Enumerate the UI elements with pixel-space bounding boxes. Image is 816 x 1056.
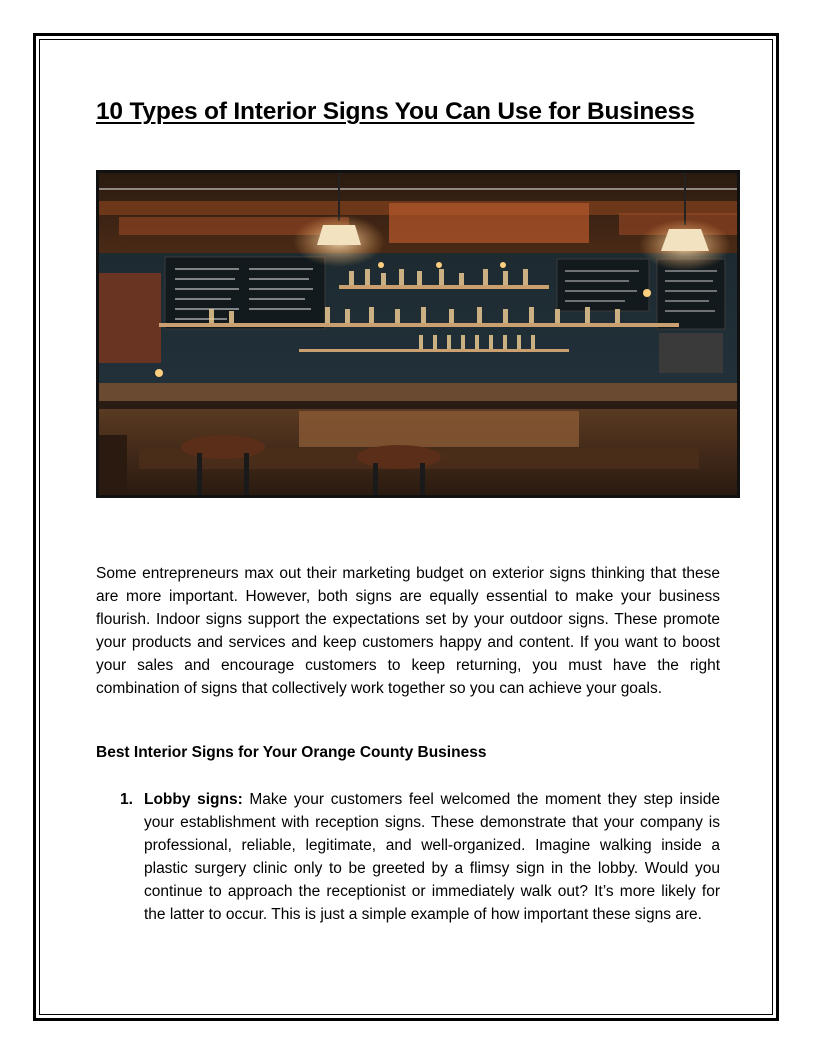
section-heading: Best Interior Signs for Your Orange County Business <box>96 744 487 761</box>
list-item-number: 1. <box>120 791 133 808</box>
shelf-middle <box>159 323 679 327</box>
pendant-lamp-right <box>661 229 709 251</box>
brick-wall <box>99 273 161 363</box>
list-item <box>96 788 720 926</box>
shelf-lower <box>299 349 569 352</box>
document-title: 10 Types of Interior Signs You Can Use for Business <box>96 98 695 125</box>
menu-board-center <box>557 259 649 311</box>
menu-board-left <box>165 257 325 329</box>
shelf-top <box>339 285 549 289</box>
bar-interior-photo <box>96 170 740 498</box>
list-item-text: Make your customers feel welcomed the moment they step inside your establishment with reception signs. These demonstrate that your company is professional, reliable, legitimate, and well-organized. Imagine walking inside a plastic surgery clinic only to be greeted by a flimsy sign in the lobby. Would you continue to approach the receptionist or immediately walk out? It’s more likely for the latter to occur. This is just a simple example of how important these signs are. <box>144 791 720 923</box>
bar-interior-illustration <box>99 173 737 495</box>
interior-signs-list <box>96 788 720 926</box>
espresso-machine <box>659 333 723 373</box>
list-item-term: Lobby signs: <box>144 791 243 808</box>
intro-paragraph: Some entrepreneurs max out their marketing budget on exterior signs thinking that these are more important. However, both signs are equally essential to make your business flourish. Indoor signs support the expectations set by your outdoor signs. These promote your products and services and keep customers happy and content. If you want to boost your sales and encourage customers to keep returning, you must have the right combination of signs that collectively work together so you can achieve your goals. <box>96 565 720 697</box>
bar-stool-edge <box>99 435 127 495</box>
pendant-lamp-left <box>317 225 361 245</box>
